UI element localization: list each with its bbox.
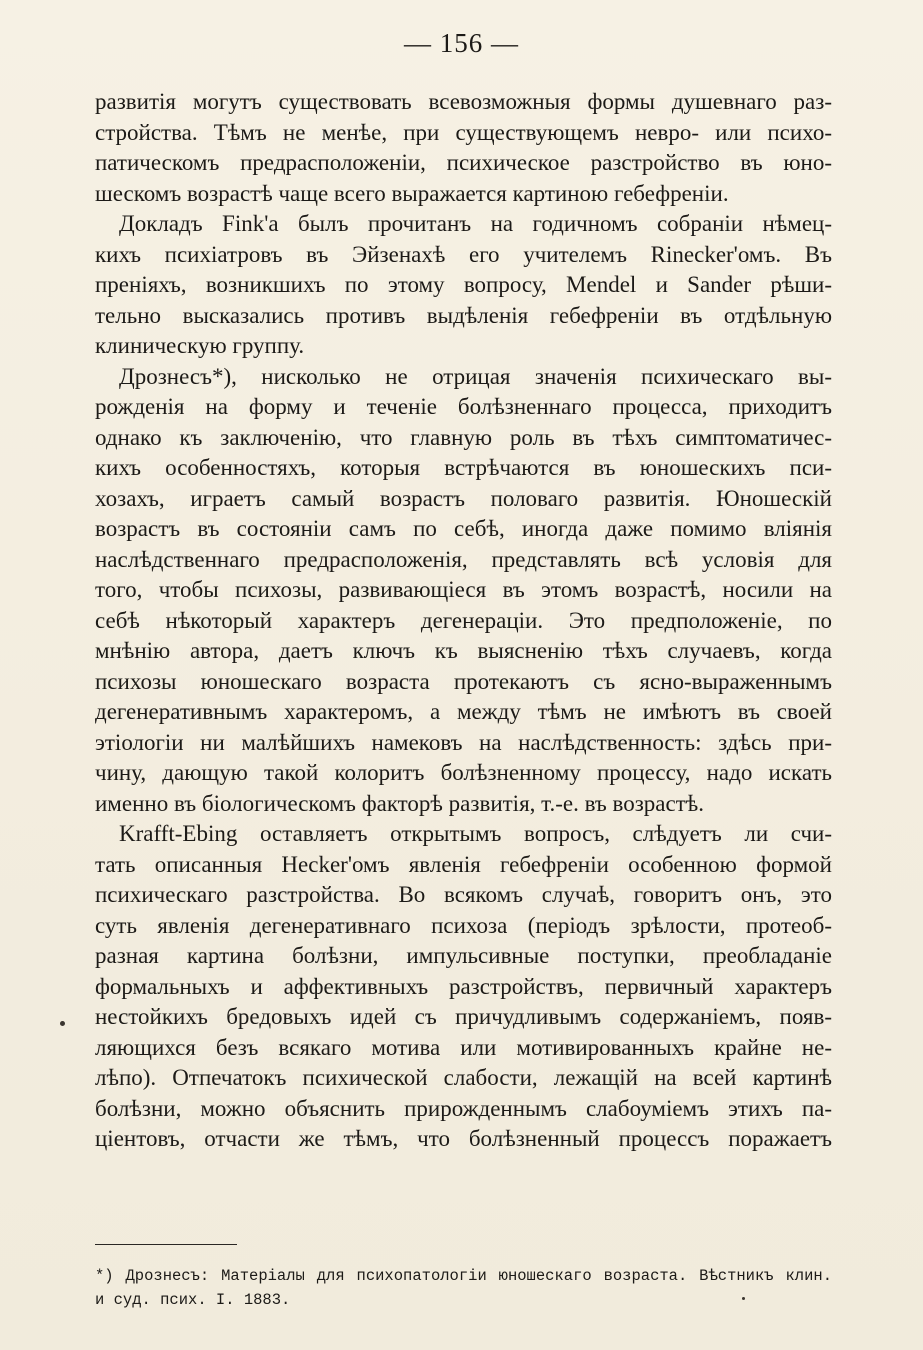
footnote-divider [95,1244,237,1245]
text-line: однако къ заключенію, что главную роль въ тѣхъ симптоматичес- [95,424,832,450]
text-line: психозы юношескаго возраста протекаютъ съ ясно-выраженнымъ [95,668,832,694]
footnote [95,1264,832,1312]
text-line: клиническую группу. [95,333,305,358]
text-line: себѣ нѣкоторый характеръ дегенераціи. Это предположеніе, по [95,607,832,633]
text-line: патическомъ предрасположеніи, психическое разстройство въ юно- [95,150,832,175]
text-line: Krafft-Ebing оставляетъ открытымъ вопросъ, слѣдуетъ ли счи- [119,821,832,846]
text-line: мнѣнію автора, даетъ ключъ къ выясненію тѣхъ случаевъ, когда [95,638,832,663]
text-line: того, чтобы психозы, развивающіеся въ этомъ возрастѣ, носили на [95,577,832,602]
ink-speck [742,1297,745,1300]
text-line: нестойкихъ бредовыхъ идей съ причудливымъ содержаніемъ, появ- [95,1004,832,1029]
text-line: развитія могутъ существовать всевозможныя формы душевнаго раз- [95,89,832,114]
text-line: Дрознесъ*), нисколько не отрицая значенія психическаго вы- [119,363,832,389]
text-line: кихъ особенностяхъ, которыя встрѣчаются въ юношескихъ пси- [95,455,832,480]
text-line: формальныхъ и аффективныхъ разстройствъ, первичный характеръ [95,973,832,999]
text-line: преніяхъ, возникшихъ по этому вопросу, Mendel и Sander рѣши- [95,272,832,297]
text-line: суть явленія дегенеративнаго психоза (періодъ зрѣлости, протеоб- [95,912,832,938]
text-line: Докладъ Fink'а былъ прочитанъ на годичномъ собраніи нѣмец- [119,211,832,236]
text-line: стройства. Тѣмъ не менѣе, при существующемъ невро- или психо- [95,119,832,145]
text-line: этіологіи ни малѣйшихъ намековъ на наслѣдственность: здѣсь при- [95,729,832,755]
text-line: психическаго разстройства. Во всякомъ случаѣ, говоритъ онъ, это [95,882,832,907]
text-line: болѣзни, можно объяснить прирожденнымъ слабоуміемъ этихъ па- [95,1095,832,1121]
text-line: шескомъ возрастѣ чаще всего выражается картиною гебефреніи. [95,180,729,206]
text-line: ляющихся безъ всякаго мотива или мотивированныхъ крайне не- [95,1034,832,1060]
text-line: возрастъ въ состояніи самъ по себѣ, иногда даже помимо вліянія [95,516,832,541]
page-number: — 156 — [404,28,519,58]
text-line: кихъ психіатровъ въ Эйзенахѣ его учителемъ Rinecker'омъ. Въ [95,241,832,267]
text-line: именно въ біологическомъ факторѣ развитія, т.-е. въ возрастѣ. [95,790,705,816]
text-line: рожденія на форму и теченіе болѣзненнаго процесса, приходитъ [95,394,832,419]
ink-speck [60,1021,65,1026]
text-line: чину, дающую такой колоритъ болѣзненному процессу, надо искать [95,760,832,785]
text-line: тельно высказались противъ выдѣленія гебефреніи въ отдѣльную [95,302,832,328]
text-line: дегенеративнымъ характеромъ, а между тѣмъ не имѣютъ въ своей [95,699,832,724]
text-line: наслѣдственнаго предрасположенія, представлять всѣ условія для [95,546,832,572]
text-line: хозахъ, играетъ самый возрастъ половаго развитія. Юношескій [95,485,832,511]
text-line: разная картина болѣзни, импульсивные поступки, преобладаніе [95,943,832,968]
text-line: ціентовъ, отчасти же тѣмъ, что болѣзненный процессъ поражаетъ [95,1126,832,1151]
text-line: лѣпо). Отпечатокъ психической слабости, лежащій на всей картинѣ [95,1065,832,1090]
footnote-line: и суд. псих. I. 1883. [95,1291,291,1309]
body-text [95,87,832,1155]
text-line: тать описанныя Hecker'омъ явленія гебефреніи особенною формой [95,851,832,877]
footnote-line: *) Дрознесъ: Матеріалы для психопатологіи юношескаго возраста. Вѣстникъ клин. [95,1267,832,1285]
